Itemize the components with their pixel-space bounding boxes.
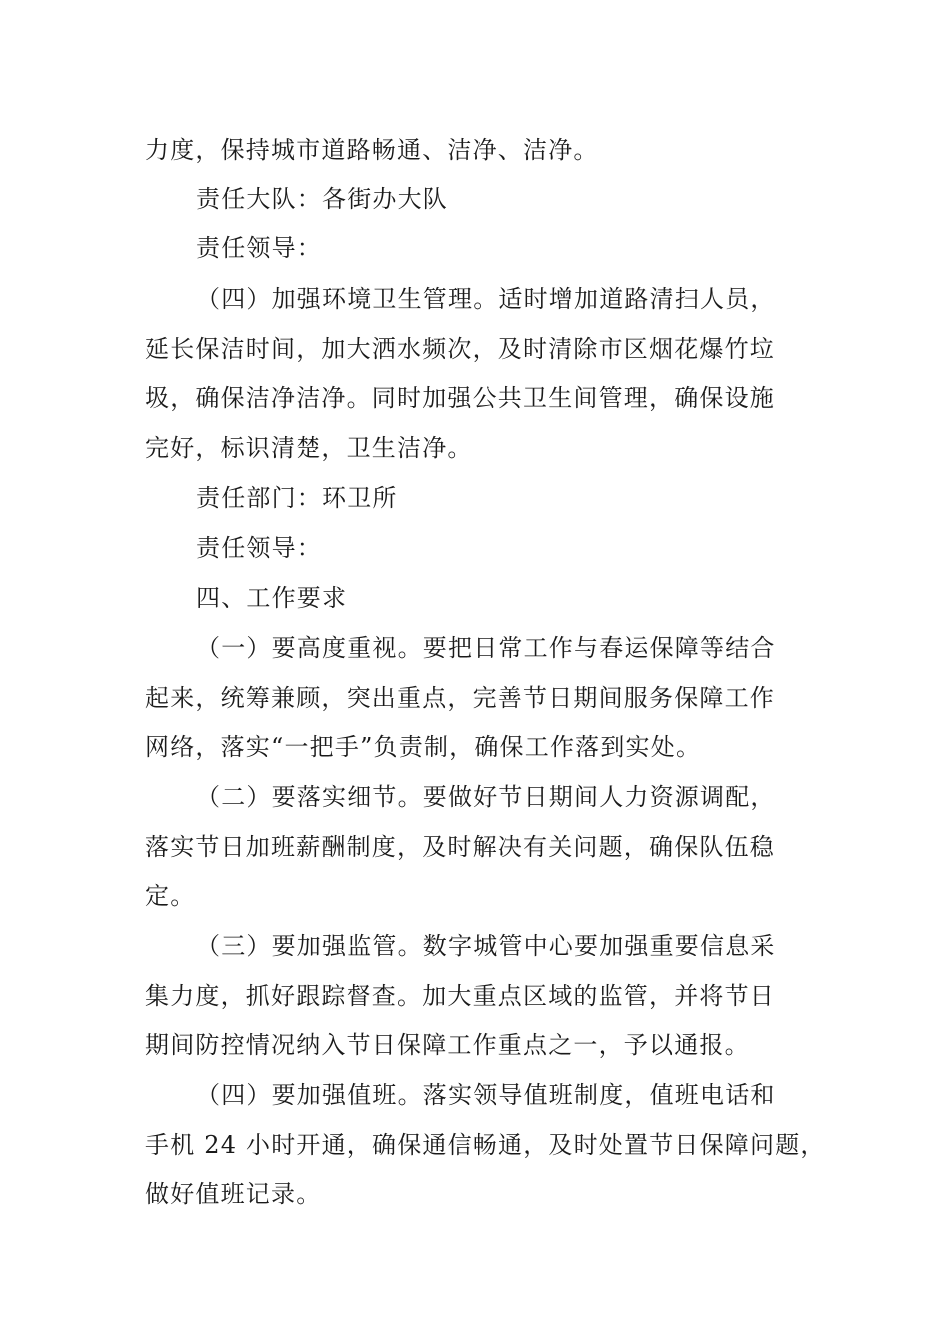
paragraph-line: 手机 24 小时开通，确保通信畅通，及时处置节日保障问题， xyxy=(145,1131,826,1159)
paragraph-line: 起来，统筹兼顾，突出重点，完善节日期间服务保障工作 xyxy=(145,684,775,712)
responsible-leader-line: 责任领导： xyxy=(196,534,322,562)
paragraph-line: （一）要高度重视。要把日常工作与春运保障等结合 xyxy=(196,634,776,662)
paragraph-line: 网络，落实“一把手”负责制，确保工作落到实处。 xyxy=(145,733,702,761)
paragraph-line: 做好值班记录。 xyxy=(145,1180,322,1208)
paragraph-line: （三）要加强监管。数字城管中心要加强重要信息采 xyxy=(196,932,776,960)
responsible-team-line: 责任大队：各街办大队 xyxy=(196,185,448,213)
paragraph-line: 集力度，抓好跟踪督查。加大重点区域的监管，并将节日 xyxy=(145,982,775,1010)
paragraph-line: 延长保洁时间，加大洒水频次，及时清除市区烟花爆竹垃 xyxy=(145,335,775,363)
paragraph-line: 定。 xyxy=(145,882,196,910)
paragraph-line: 落实节日加班薪酬制度，及时解决有关问题，确保队伍稳 xyxy=(145,833,775,861)
paragraph-line: 期间防控情况纳入节日保障工作重点之一，予以通报。 xyxy=(145,1031,750,1059)
paragraph-line: 圾，确保洁净洁净。同时加强公共卫生间管理，确保设施 xyxy=(145,384,775,412)
paragraph-line: 完好，标识清楚，卫生洁净。 xyxy=(145,434,473,462)
paragraph-line: 力度，保持城市道路畅通、洁净、洁净。 xyxy=(145,136,599,164)
responsible-leader-line: 责任领导： xyxy=(196,234,322,262)
paragraph-line: （四）加强环境卫生管理。适时增加道路清扫人员， xyxy=(196,285,776,313)
section-heading: 四、工作要求 xyxy=(196,584,348,612)
paragraph-line: （四）要加强值班。落实领导值班制度，值班电话和 xyxy=(196,1081,776,1109)
responsible-department-line: 责任部门：环卫所 xyxy=(196,484,398,512)
paragraph-line: （二）要落实细节。要做好节日期间人力资源调配， xyxy=(196,783,776,811)
